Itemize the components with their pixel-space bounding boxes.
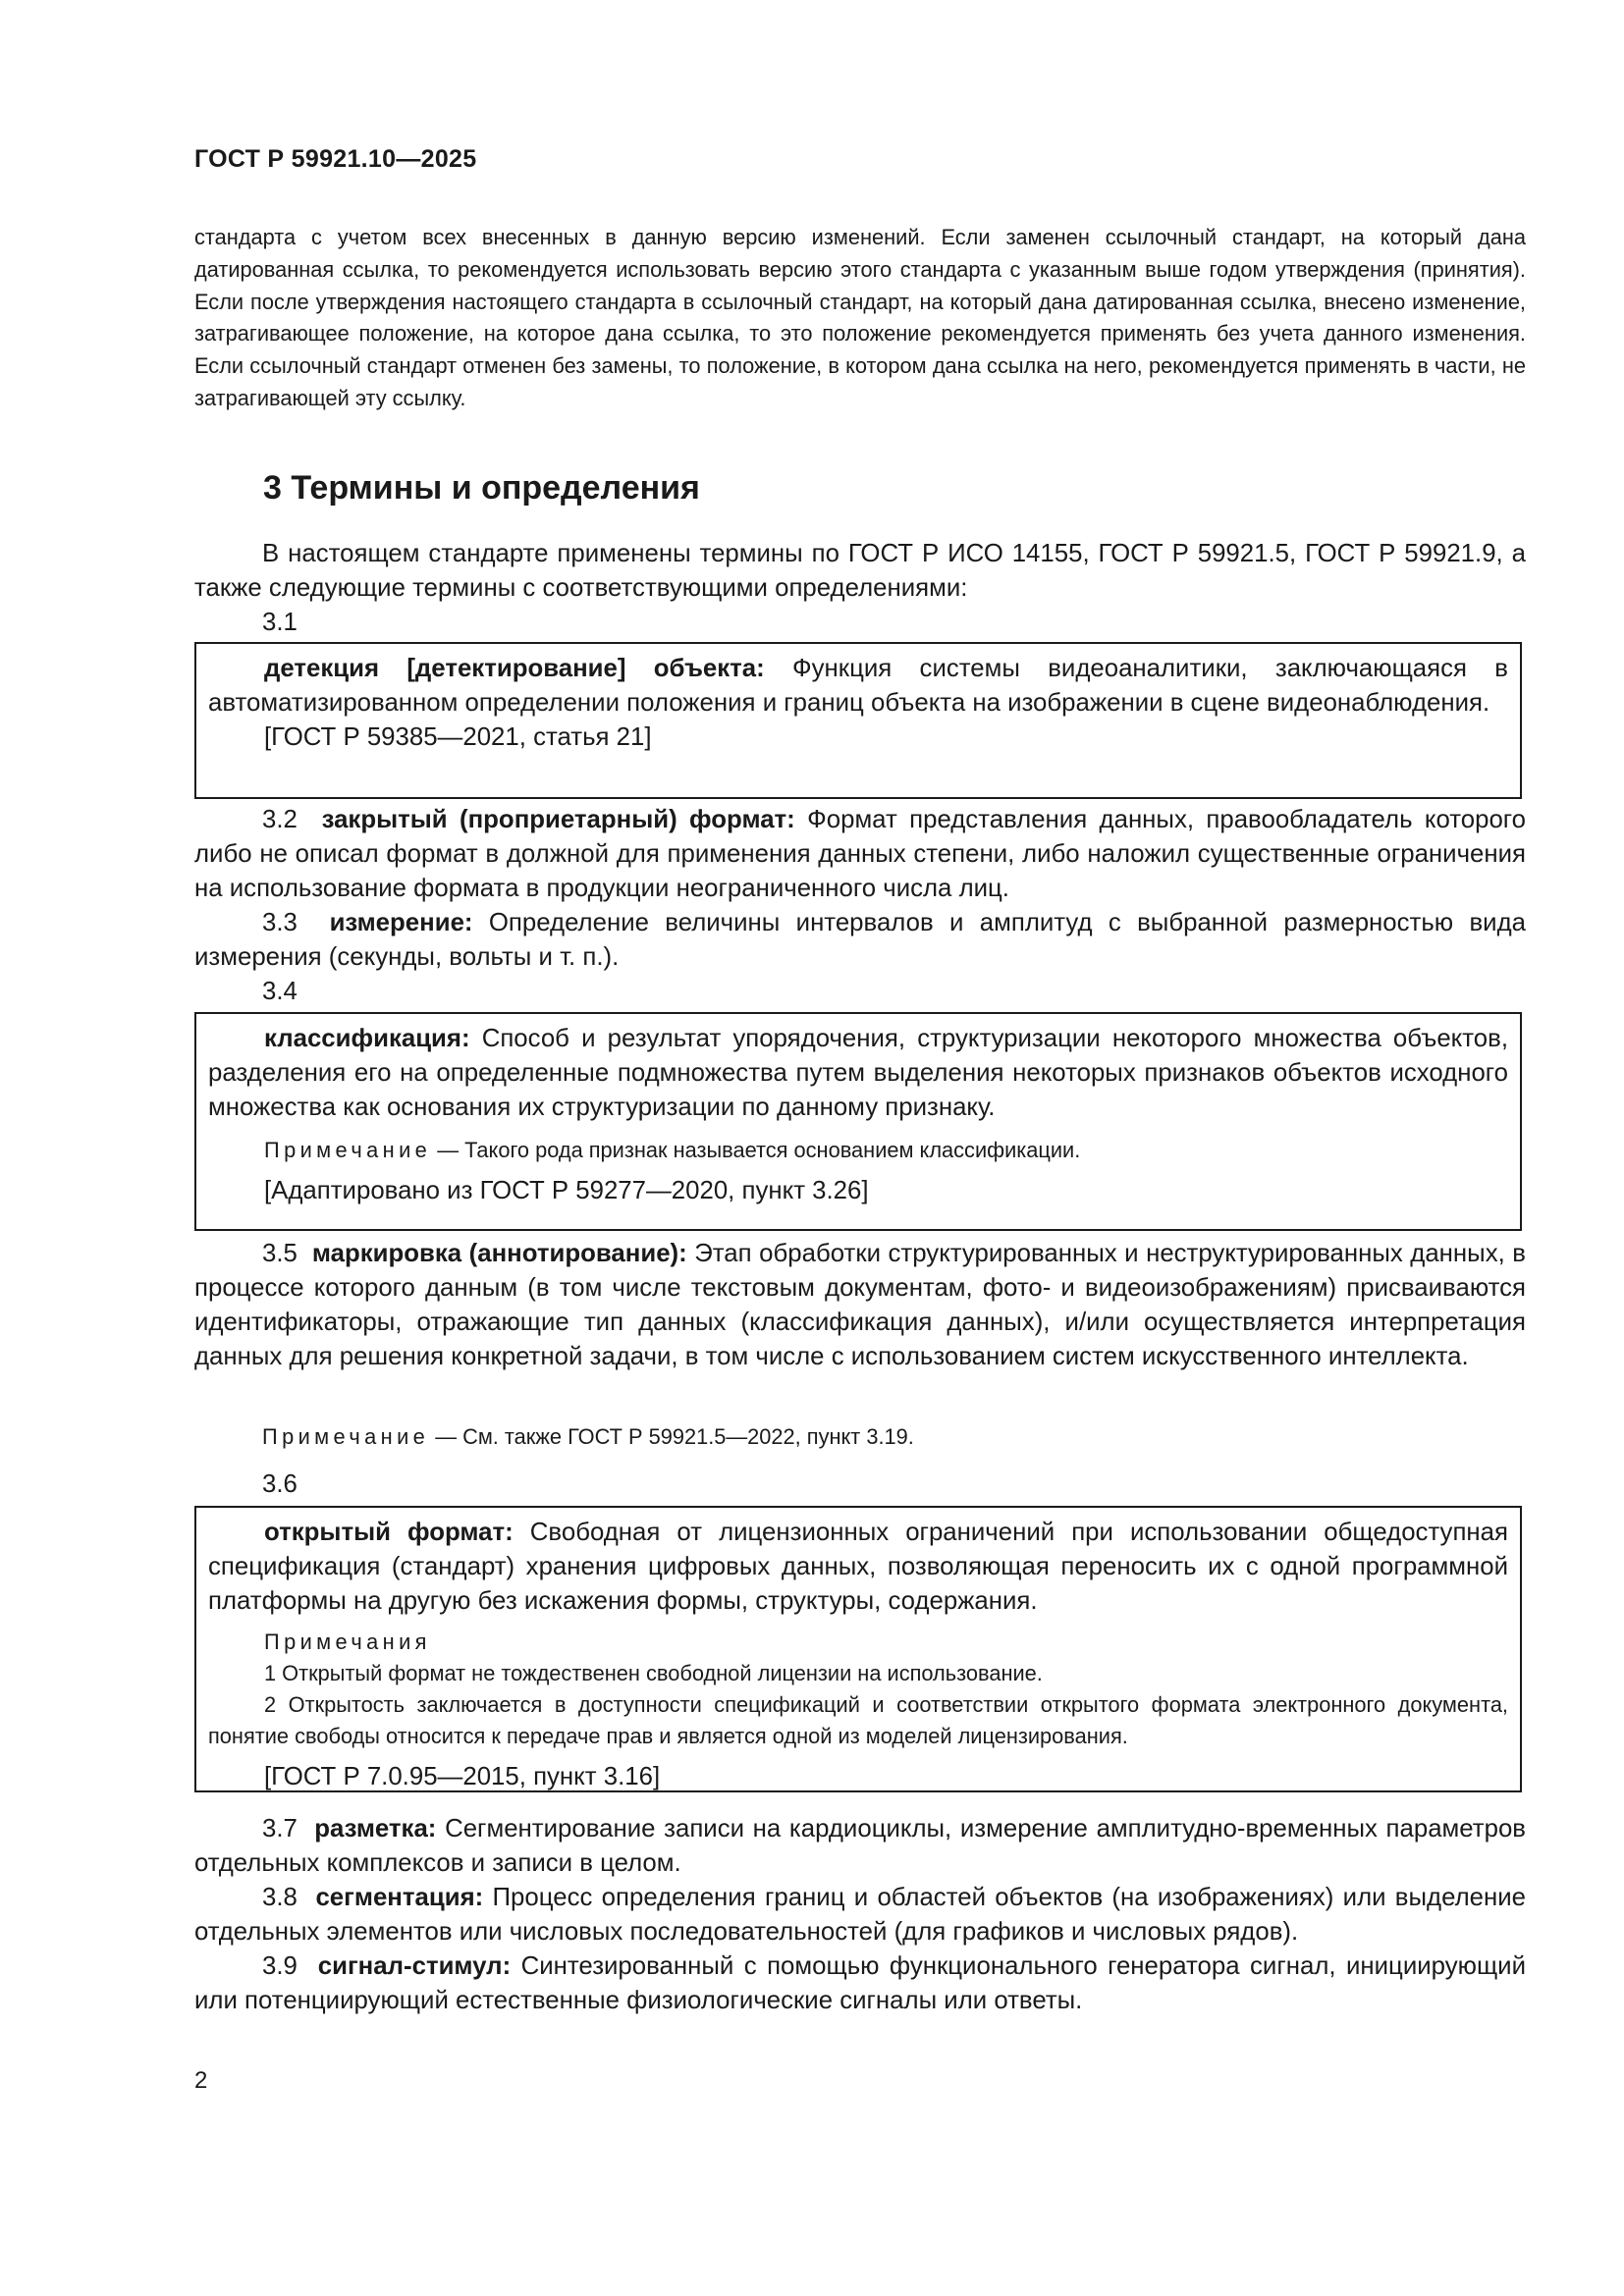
term-number-3-1: 3.1	[262, 609, 298, 636]
term-3-3: 3.3 измерение: Определение величины интервалов и амплитуд с выбранной размерностью вида измерения (секунды, вольты и т. п.).	[194, 909, 1526, 971]
section-heading-block	[194, 469, 1526, 507]
term-name: сегментация:	[315, 1884, 484, 1911]
term-number-3-4: 3.4	[262, 978, 298, 1005]
term-3-9: 3.9 сигнал-стимул: Синтезированный с помощью функционального генератора сигнал, инициирующий или потенциирующий естественные физиологические сигналы или ответы.	[194, 1952, 1526, 2014]
term-number-3-6: 3.6	[262, 1470, 298, 1498]
term-3-7: 3.7 разметка: Сегментирование записи на кардиоциклы, измерение амплитудно-временных параметров отдельных комплексов и записи в целом.	[194, 1815, 1526, 1877]
term-definition-3-4: классификация: Способ и результат упорядочения, структуризации некоторого множества объектов, разделения его на определенные подмножества путем выделения некоторых признаков объектов исходного множества как основания их структуризации по данному признаку.	[208, 1025, 1508, 1121]
term-box-3-4	[194, 1012, 1522, 1231]
term-name: детекция [детектирование] объекта:	[264, 655, 765, 682]
term-name: маркировка (аннотирование):	[311, 1240, 687, 1267]
section-intro: В настоящем стандарте применены термины по ГОСТ Р ИСО 14155, ГОСТ Р 59921.5, ГОСТ Р 59921.9, а также следующие термины с соответствующими определениями:	[194, 540, 1526, 602]
term-note1-3-6: 1 Открытый формат не тождественен свободной лицензии на использование.	[264, 1661, 1043, 1685]
term-3-5: 3.5 маркировка (аннотирование): Этап обработки структурированных и неструктурированных данных, в процессе которого данным (в том числе текстовым документам, фото- и видеоизображениям) присваиваются идентификаторы, отражающие тип данных (классификация данных), и/или осуществляется интерпретация данных для решения конкретной задачи, в том числе с использованием систем искусственного интеллекта.	[194, 1240, 1526, 1370]
term-name: закрытый (проприетарный) формат:	[321, 806, 795, 833]
intro-paragraph-block	[194, 222, 1526, 415]
section-intro-block	[194, 537, 1526, 606]
term-name: измерение:	[329, 909, 473, 936]
intro-paragraph: стандарта с учетом всех внесенных в данную версию изменений. Если заменен ссылочный стандарт, на который дана датированная ссылка, то рекомендуется использовать версию этого стандарта с указанным выше годом утверждения (принятия). Если после утверждения настоящего стандарта в ссылочный стандарт, на который дана датированная ссылка, внесено изменение, затрагивающее положение, на которое дана ссылка, то это положение рекомендуется применять без учета данного изменения. Если ссылочный стандарт отменен без замены, то положение, в котором дана ссылка на него, рекомендуется применять в части, не затрагивающей эту ссылку.	[194, 225, 1526, 410]
page-number: 2	[194, 2067, 208, 2094]
term-note-3-5: Примечание — См. также ГОСТ Р 59921.5—2022, пункт 3.19.	[262, 1424, 914, 1449]
term-box-3-1	[194, 642, 1522, 799]
document-page	[194, 0, 1526, 2296]
term-name: сигнал-стимул:	[317, 1952, 512, 1980]
section-title: 3 Термины и определения	[263, 469, 700, 507]
term-source-3-6: [ГОСТ Р 7.0.95—2015, пункт 3.16]	[264, 1763, 661, 1790]
term-name: открытый формат:	[264, 1519, 514, 1546]
term-note-3-4: Примечание — Такого рода признак называется основанием классификации.	[264, 1138, 1081, 1162]
term-3-2: 3.2 закрытый (проприетарный) формат: Формат представления данных, правообладатель которого либо не описал формат в должной для применения данных степени, либо наложил существенные ограничения на использование формата в продукции неограниченного числа лиц.	[194, 806, 1526, 902]
standard-header: ГОСТ Р 59921.10—2025	[194, 145, 477, 173]
term-box-3-6	[194, 1506, 1522, 1792]
term-source-3-4: [Адаптировано из ГОСТ Р 59277—2020, пункт 3.26]	[264, 1177, 869, 1204]
term-source-3-1: [ГОСТ Р 59385—2021, статья 21]	[264, 723, 652, 751]
term-name: классификация:	[264, 1025, 470, 1052]
term-note2-3-6: 2 Открытость заключается в доступности спецификаций и соответствии открытого формата электронного документа, понятие свободы относится к передаче прав и является одной из моделей лицензирования.	[208, 1692, 1508, 1748]
term-definition-3-1: детекция [детектирование] объекта: Функция системы видеоаналитики, заключающаяся в автоматизированном определении положения и границ объекта на изображении в сцене видеонаблюдения.	[208, 655, 1508, 717]
term-notes-label-3-6: Примечания	[264, 1629, 431, 1654]
term-definition-3-6: открытый формат: Свободная от лицензионных ограничений при использовании общедоступная спецификация (стандарт) хранения цифровых данных, позволяющая переносить их с одной программной платформы на другую без искажения формы, структуры, содержания.	[208, 1519, 1508, 1615]
term-3-8: 3.8 сегментация: Процесс определения границ и областей объектов (на изображениях) или выделение отдельных элементов или числовых последовательностей (для графиков и числовых рядов).	[194, 1884, 1526, 1946]
term-name: разметка:	[314, 1815, 437, 1842]
